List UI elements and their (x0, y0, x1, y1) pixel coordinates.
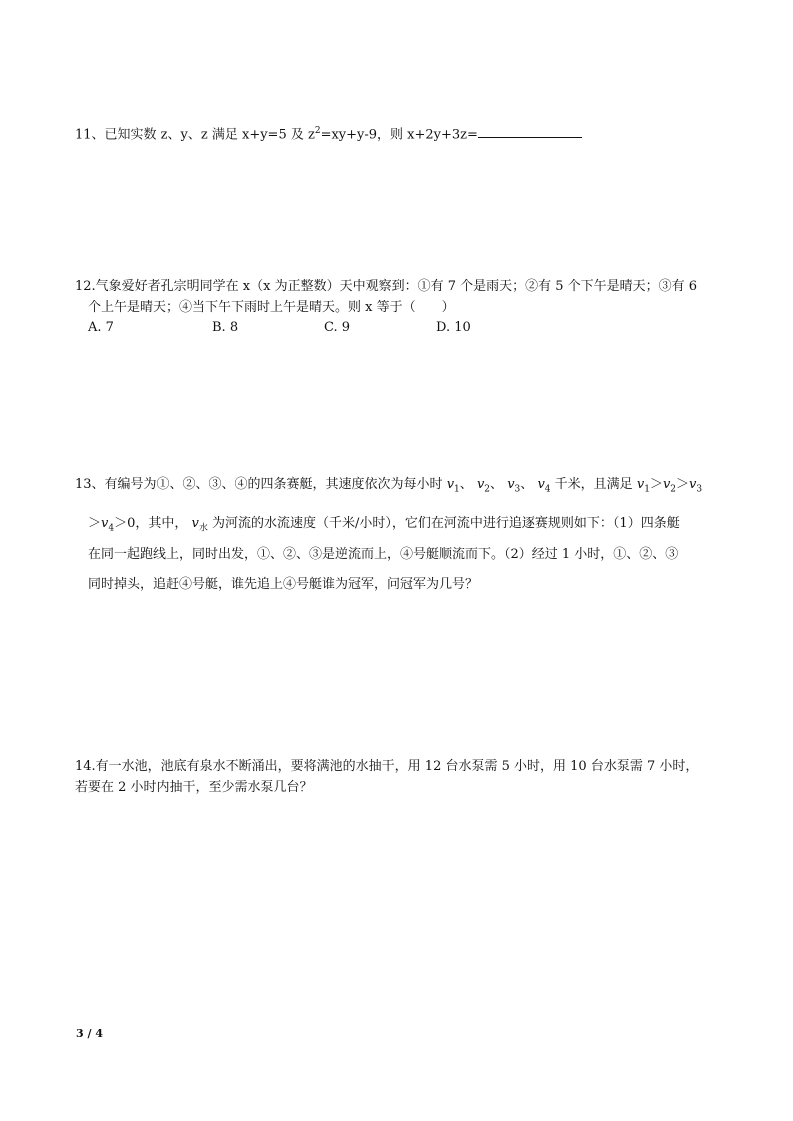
var-v-water: $v_水$ (191, 516, 208, 534)
question-12-line-1: 12.气象爱好者孔宗明同学在 x（x 为正整数）天中观察到：①有 7 个是雨天；②有 5 个下午是晴天；③有 6 (75, 279, 698, 294)
q13-text-l2b: 为河流的水流速度（千米/小时），它们在河流中进行追逐赛规则如下：（1）四条艇 (212, 516, 680, 531)
q12-option-b: B. 8 (212, 320, 239, 335)
question-14-line-2: 若要在 2 小时内抽干，至少需水泵几台？ (75, 780, 313, 795)
ineq-v2: $v_2$ (662, 477, 677, 495)
var-v3: $v_3$ (507, 477, 521, 495)
q13-sep-1: 、 (459, 477, 473, 492)
question-12-line-2: 个上午是晴天；④当下午下雨时上午是晴天。则 x 等于（ ） (88, 300, 455, 315)
question-13-line-4: 同时掉头，追赶④号艇，谁先追上④号艇谁为冠军，问冠军为几号？ (88, 577, 479, 592)
ineq-v1: $v_1$ (636, 477, 650, 495)
q13-text-a: 13、有编号为①、②、③、④的四条赛艇，其速度依次为每小时 (75, 477, 443, 492)
question-13-line-1 (75, 476, 702, 499)
q12-option-d: D. 10 (436, 320, 471, 335)
gt-sign-2: ＞ (676, 477, 690, 492)
q12-option-c: C. 9 (324, 320, 351, 335)
q12-option-a: A. 7 (88, 320, 114, 335)
q13-sep-2: 、 (490, 477, 504, 492)
var-v2: $v_2$ (476, 477, 491, 495)
q13-text-b: 千米，且满足 (554, 477, 633, 492)
q13-sep-3: 、 (520, 477, 534, 492)
question-13-line-3: 在同一起跑线上，同时出发，①、②、③是逆流而上，④号艇顺流而下。（2）经过 1 小时，①、②、③ (88, 547, 679, 562)
var-v1: $v_1$ (446, 477, 460, 495)
gt-sign-1: ＞ (649, 477, 663, 492)
q11-text-pre: 11、已知实数 z、y、z 满足 x+y=5 及 z (75, 127, 315, 143)
question-13-line-2 (88, 515, 680, 538)
var-v4: $v_4$ (537, 477, 551, 495)
q11-answer-blank[interactable] (478, 125, 582, 138)
gt-sign-3: ＞ (88, 516, 102, 531)
q13-text-l2a: ＞0，其中， (114, 516, 188, 531)
question-14-line-1: 14.有一水池，池底有泉水不断涌出，要将满池的水抽干，用 12 台水泵需 5 小时，用 10 台水泵需 7 小时， (75, 759, 699, 774)
ineq-v4: $v_4$ (101, 516, 115, 534)
page-number: 3 / 4 (76, 1027, 103, 1040)
ineq-v3: $v_3$ (689, 477, 703, 495)
q11-exponent: 2 (314, 126, 321, 136)
q11-text-post: =xy+y-9，则 x+2y+3z= (320, 127, 478, 143)
question-11 (75, 122, 582, 144)
